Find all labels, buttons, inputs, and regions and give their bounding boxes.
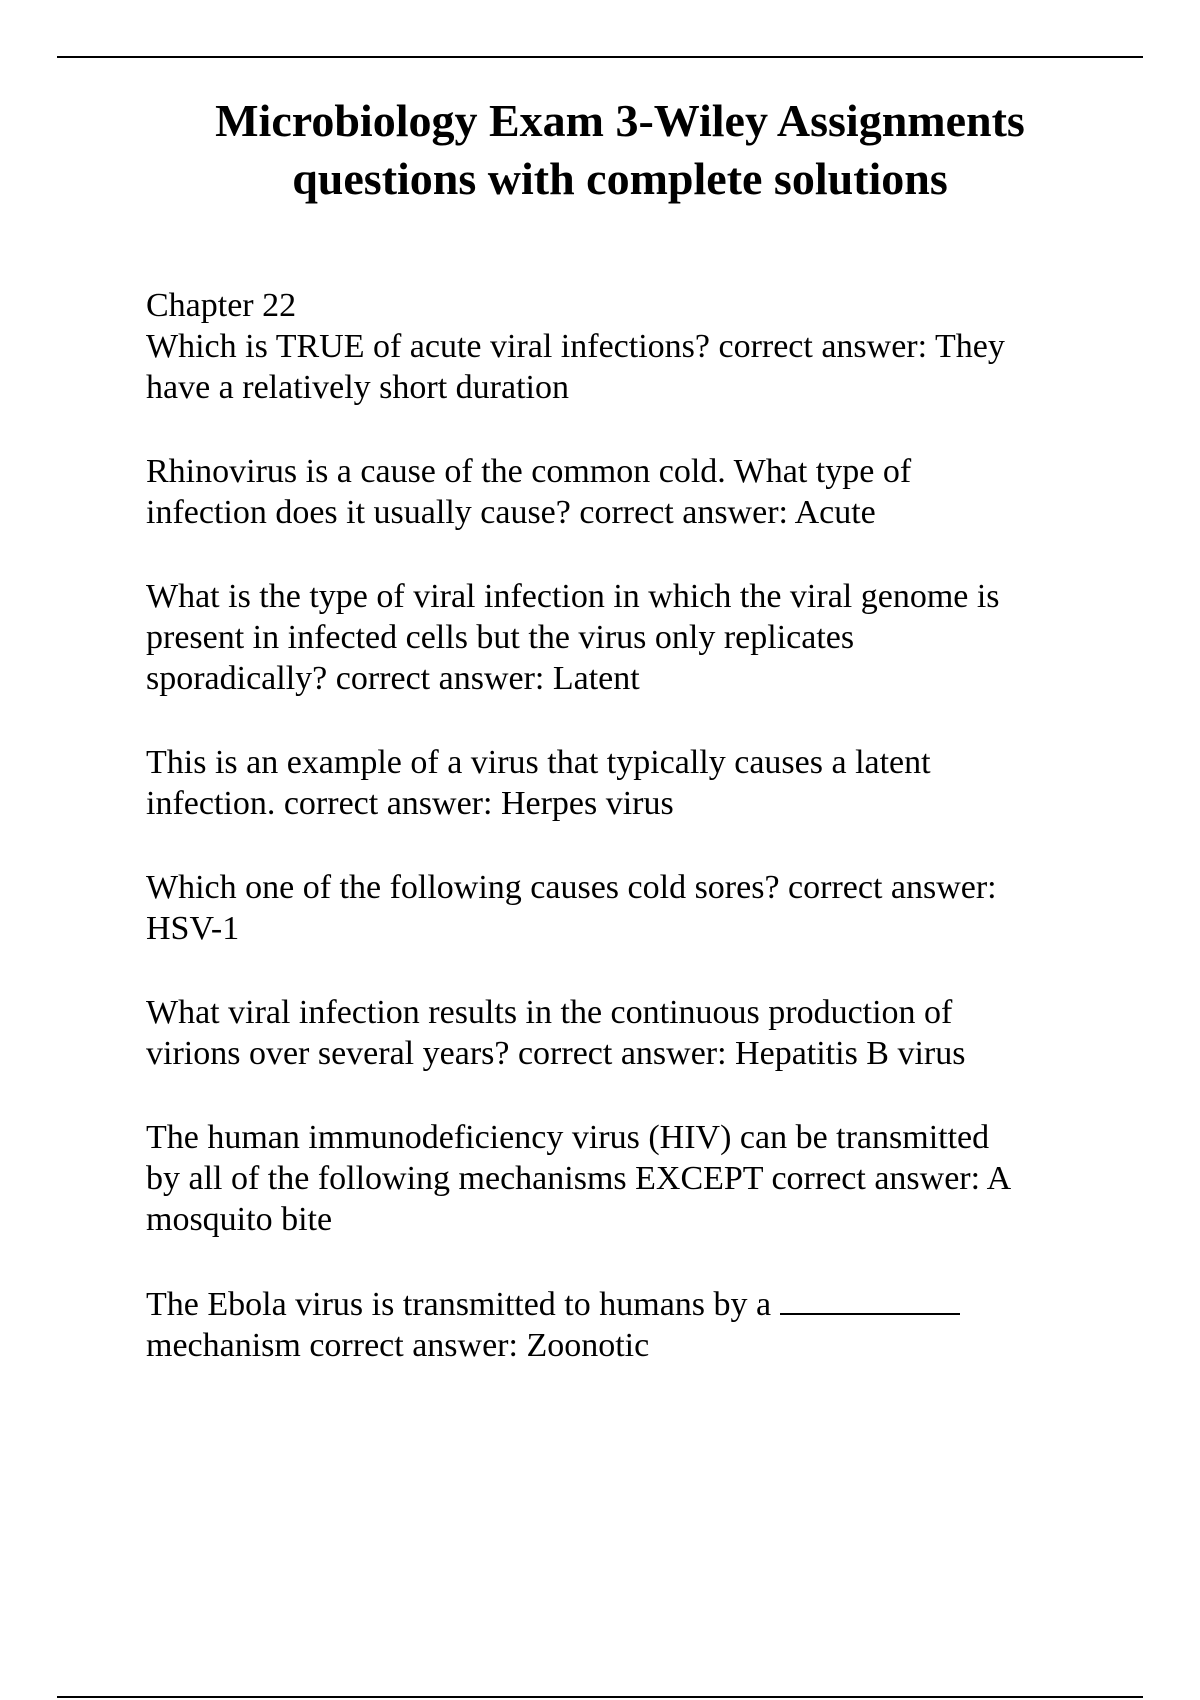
qa-line: by all of the following mechanisms EXCEPT correct answer: A xyxy=(146,1160,1012,1197)
qa-item-2 xyxy=(146,451,1096,533)
qa-line-with-blank xyxy=(146,1283,1096,1325)
qa-line: infection does it usually cause? correct answer: Acute xyxy=(146,494,876,531)
title-line-1: Microbiology Exam 3-Wiley Assignments xyxy=(215,95,1025,146)
qa-item-7 xyxy=(146,1117,1096,1240)
qa-item-6 xyxy=(146,992,1096,1074)
qa-line: What viral infection results in the continuous production of xyxy=(146,994,953,1031)
qa-line: sporadically? correct answer: Latent xyxy=(146,660,640,697)
title-line-2: questions with complete solutions xyxy=(292,153,948,204)
chapter-heading: Chapter 22 xyxy=(146,287,297,324)
qa-line: infection. correct answer: Herpes virus xyxy=(146,785,674,822)
document-body xyxy=(146,285,1096,1409)
qa-line: Which one of the following causes cold sores? correct answer: xyxy=(146,869,997,906)
fill-in-blank xyxy=(780,1283,960,1315)
qa-line: Which is TRUE of acute viral infections? correct answer: They xyxy=(146,328,1005,365)
bottom-rule xyxy=(57,1696,1143,1698)
qa-line: mechanism correct answer: Zoonotic xyxy=(146,1327,650,1364)
qa-item-1 xyxy=(146,326,1096,408)
qa-item-4 xyxy=(146,742,1096,824)
qa-line: mosquito bite xyxy=(146,1201,333,1238)
qa-line: Rhinovirus is a cause of the common cold. What type of xyxy=(146,453,912,490)
qa-line: virions over several years? correct answer: Hepatitis B virus xyxy=(146,1035,966,1072)
qa-item-8 xyxy=(146,1283,1096,1366)
qa-item-5 xyxy=(146,867,1096,949)
qa-line: The human immunodeficiency virus (HIV) can be transmitted xyxy=(146,1119,990,1156)
qa-line: HSV-1 xyxy=(146,910,240,947)
qa-line: This is an example of a virus that typically causes a latent xyxy=(146,744,931,781)
qa-item-3 xyxy=(146,576,1096,699)
qa-line: present in infected cells but the virus only replicates xyxy=(146,619,855,656)
document-title xyxy=(0,92,1200,208)
qa-line: What is the type of viral infection in which the viral genome is xyxy=(146,578,1000,615)
top-rule xyxy=(57,56,1143,58)
qa-line: have a relatively short duration xyxy=(146,369,569,406)
qa-line-text: The Ebola virus is transmitted to humans by a xyxy=(146,1286,772,1323)
